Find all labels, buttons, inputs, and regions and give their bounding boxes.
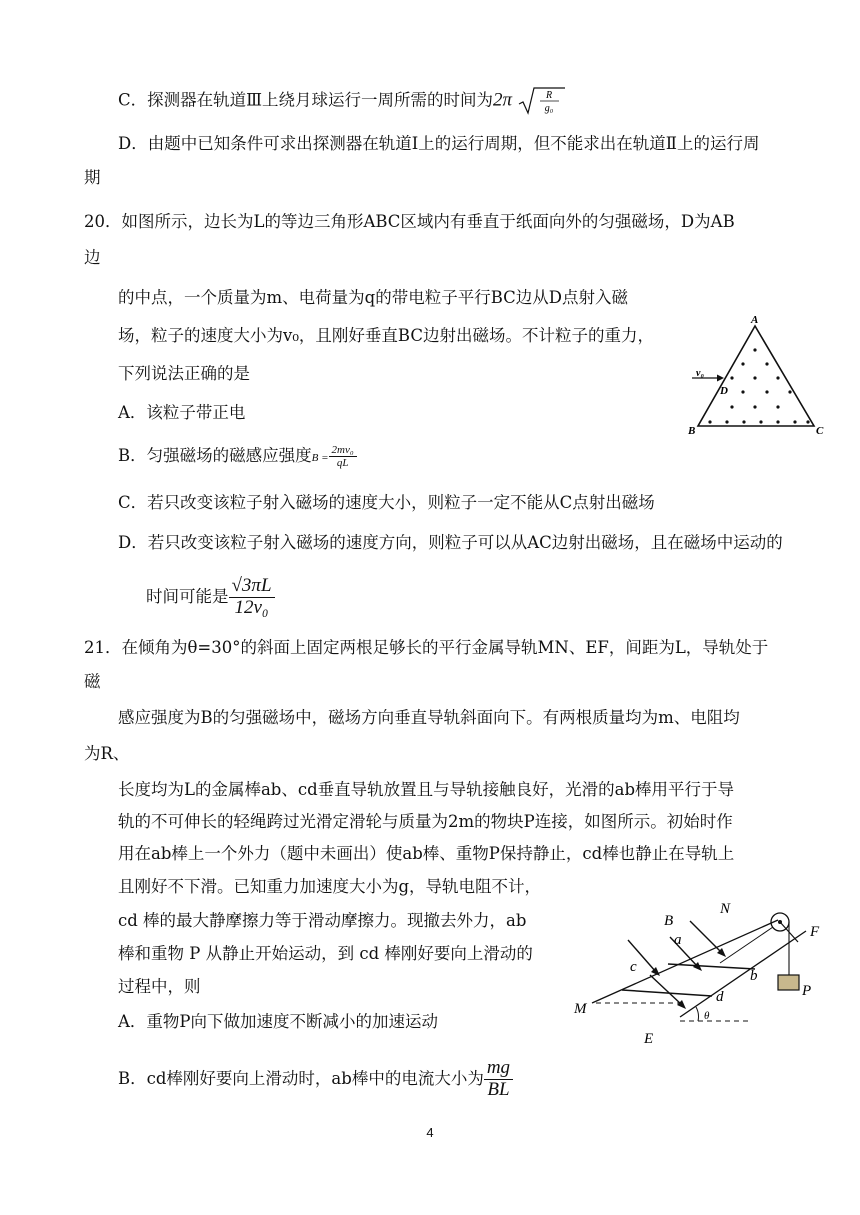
q20-label-v0: v₀ xyxy=(696,368,704,379)
q21-stem-line3: 长度均为L的金属棒ab、cd垂直导轨放置且与导轨接触良好，光滑的ab棒用平行于导 xyxy=(118,780,735,799)
q20-stem-line2: 的中点，一个质量为m、电荷量为q的带电粒子平行BC边从D点射入磁 xyxy=(118,288,628,307)
q20-stem-line1b: 边 xyxy=(84,248,101,267)
q20-label-b: B xyxy=(688,425,696,437)
q19-option-d-line1: D．由题中已知条件可求出探测器在轨道Ⅰ上的运行周期，但不能求出在轨道Ⅱ上的运行周 xyxy=(118,134,760,153)
q20-option-b-den: qL xyxy=(336,457,349,470)
q21-stem-line1: 21．在倾角为θ=30°的斜面上固定两根足够长的平行金属导轨MN、EF，间距为L，导轨处于 xyxy=(84,638,769,657)
q19-option-c-num: R xyxy=(546,90,553,101)
q21-label-b-field: B xyxy=(664,913,674,929)
q21-stem-line8: 棒和重物 P 从静止开始运动，到 cd 棒刚好要向上滑动的 xyxy=(118,944,533,963)
q21-option-b xyxy=(118,1058,513,1101)
q20-option-d-fraction xyxy=(229,576,275,619)
q19-option-d-line2: 期 xyxy=(84,168,101,187)
q21-option-b-num: mg xyxy=(484,1058,513,1080)
q21-option-b-fraction xyxy=(484,1058,513,1101)
q20-stem-line1: 20．如图所示，边长为L的等边三角形ABC区域内有垂直于纸面向外的匀强磁场，D为AB xyxy=(84,212,735,231)
rail-ef xyxy=(680,931,806,1017)
page-number: 4 xyxy=(426,1125,434,1140)
q19-option-c xyxy=(118,86,567,116)
q21-label-e: E xyxy=(644,1031,654,1047)
q21-label-d: d xyxy=(716,989,724,1005)
q20-label-a: A xyxy=(751,314,759,326)
q21-label-a: a xyxy=(674,932,682,948)
block-p xyxy=(778,975,799,990)
q20-option-d-num: √3πL xyxy=(229,576,275,598)
q20-option-d-line1: D．若只改变该粒子射入磁场的速度方向，则粒子可以从AC边射出磁场，且在磁场中运动的 xyxy=(118,533,783,552)
q21-incline-figure xyxy=(570,895,830,1055)
q21-option-b-den: BL xyxy=(487,1078,510,1100)
q21-option-a: A．重物P向下做加速度不断减小的加速运动 xyxy=(118,1012,439,1031)
q21-stem-line9: 过程中，则 xyxy=(118,977,201,996)
q20-option-b-text: B．匀强磁场的磁感应强度 xyxy=(118,446,312,466)
q21-label-b: b xyxy=(750,968,758,984)
q21-stem-line7: cd 棒的最大静摩擦力等于滑动摩擦力。现撤去外力，ab xyxy=(118,911,527,930)
q19-option-c-den: g₀ xyxy=(545,103,554,114)
q20-option-a: A．该粒子带正电 xyxy=(118,403,246,422)
rod-ab xyxy=(668,964,755,969)
q21-label-c: c xyxy=(630,959,637,975)
q20-stem-line3: 场，粒子的速度大小为v₀，且刚好垂直BC边射出磁场。不计粒子的重力， xyxy=(118,326,654,345)
q21-stem-line2b: 为R、 xyxy=(84,744,130,763)
q20-option-b-lhs: B = xyxy=(311,452,329,465)
q20-option-d-line2 xyxy=(146,576,275,619)
q20-option-d-text: 时间可能是 xyxy=(146,586,229,606)
rail-mn xyxy=(592,920,778,1003)
q20-stem-line4: 下列说法正确的是 xyxy=(118,364,250,383)
arrow-head-icon xyxy=(717,375,724,382)
q21-stem-line6: 且刚好不下滑。已知重力加速度大小为g，导轨电阻不计， xyxy=(118,877,542,896)
q21-stem-line2: 感应强度为B的匀强磁场中，磁场方向垂直导轨斜面向下。有两根质量均为m、电阻均 xyxy=(118,708,740,727)
q21-label-m: M xyxy=(574,1001,587,1017)
q19-option-c-text: C．探测器在轨道Ⅲ上绕月球运行一周所需的时间为 xyxy=(118,90,494,110)
q21-stem-line5: 用在ab棒上一个外力（题中未画出）使ab棒、重物P保持静止，cd棒也静止在导轨上 xyxy=(118,844,735,863)
q20-option-b xyxy=(118,444,357,470)
q21-label-f: F xyxy=(810,924,820,940)
q19-option-c-coef: 2π xyxy=(493,89,513,111)
q21-stem-line4: 轨的不可伸长的轻绳跨过光滑定滑轮与质量为2m的物块P连接，如图所示。初始时作 xyxy=(118,812,733,831)
q20-option-d-den: 12v₀ xyxy=(234,596,269,618)
sqrt-icon xyxy=(517,86,567,116)
q20-option-b-num: 2mv₀ xyxy=(329,444,357,457)
q21-label-theta: θ xyxy=(704,1010,710,1022)
q21-label-n: N xyxy=(720,901,731,917)
q20-option-b-fraction xyxy=(329,444,357,469)
q21-label-p: P xyxy=(802,983,812,999)
q21-stem-line1b: 磁 xyxy=(84,672,101,691)
q20-label-c: C xyxy=(816,425,824,437)
q20-option-c: C．若只改变该粒子射入磁场的速度大小，则粒子一定不能从C点射出磁场 xyxy=(118,493,655,512)
q20-triangle-figure xyxy=(680,312,830,442)
q20-label-d: D xyxy=(720,385,728,397)
q21-option-b-text: B．cd棒刚好要向上滑动时，ab棒中的电流大小为 xyxy=(118,1068,484,1088)
